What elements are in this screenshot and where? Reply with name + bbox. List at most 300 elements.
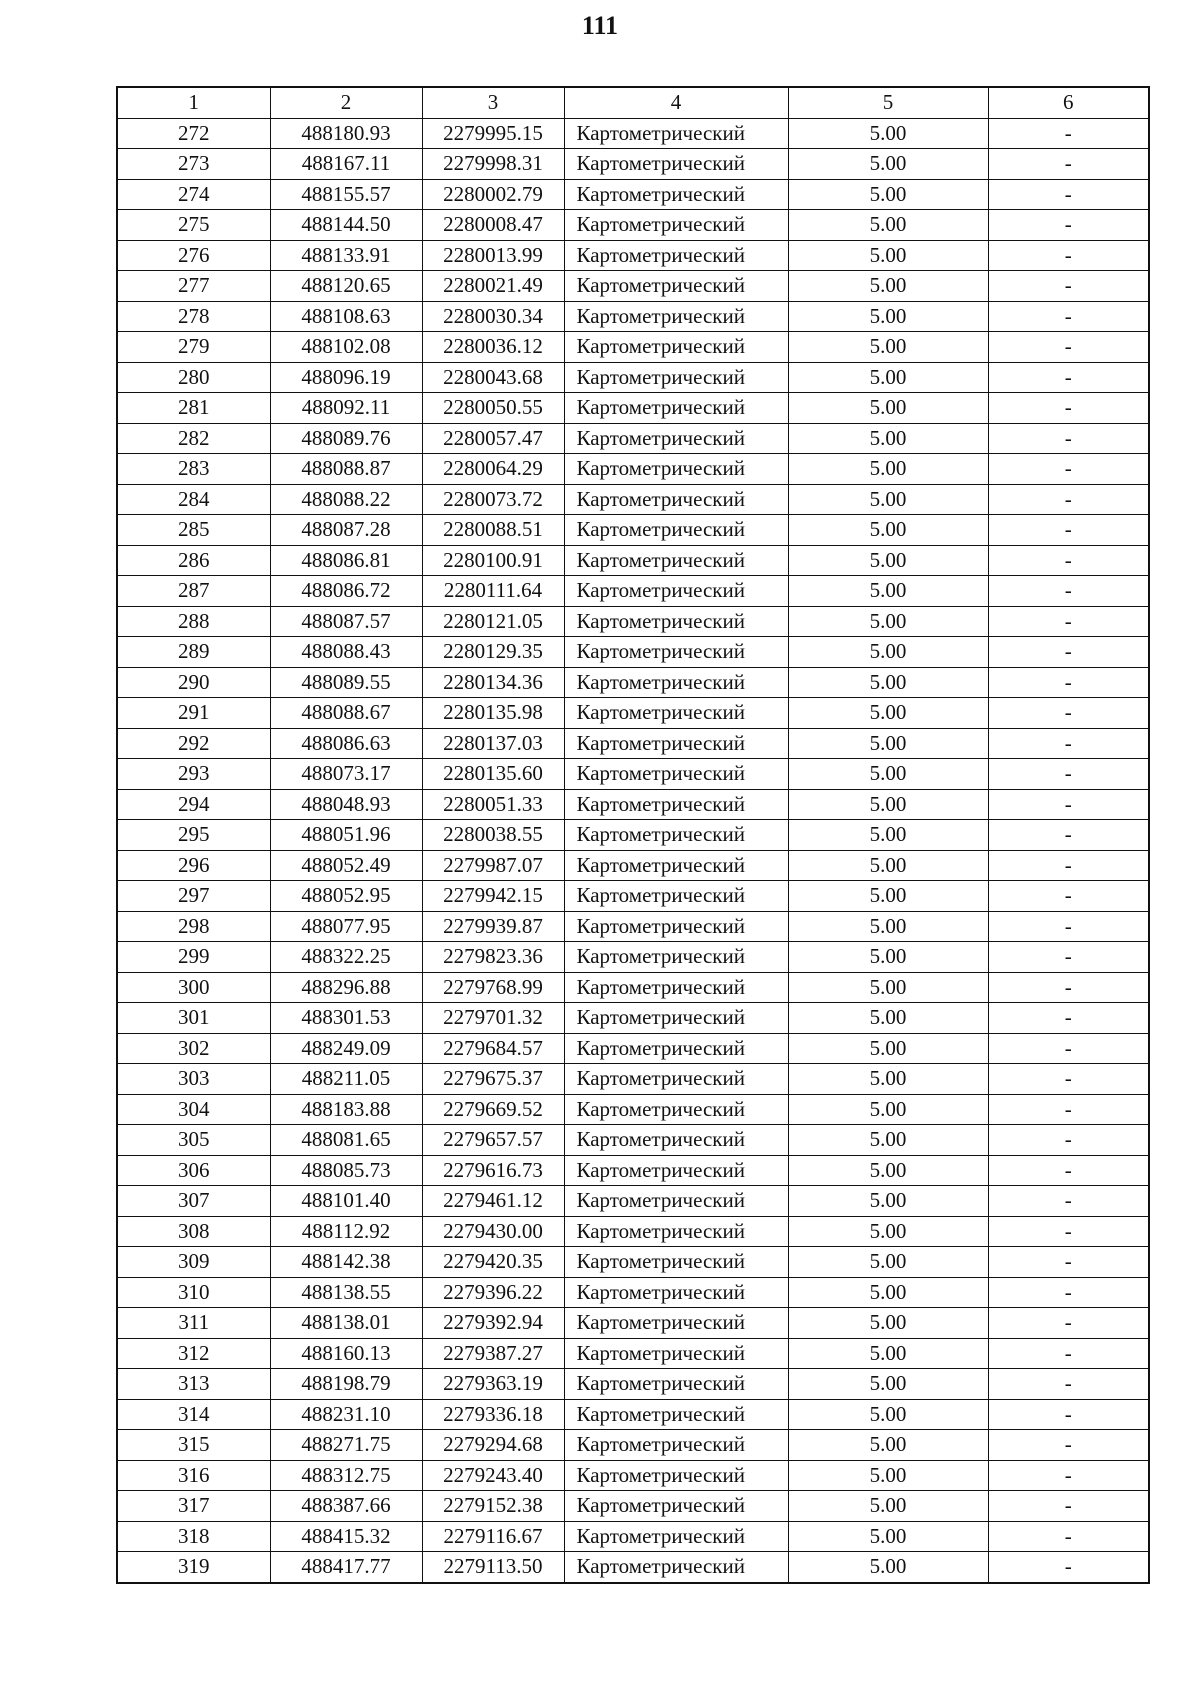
y-coordinate-cell: 2279152.38	[422, 1491, 564, 1522]
description-cell: -	[988, 1338, 1149, 1369]
method-cell: Картометрический	[564, 606, 788, 637]
point-number-cell: 307	[117, 1186, 270, 1217]
x-coordinate-cell: 488249.09	[270, 1033, 422, 1064]
accuracy-cell: 5.00	[788, 454, 988, 485]
table-row	[117, 1369, 1149, 1400]
description-cell: -	[988, 332, 1149, 363]
accuracy-cell: 5.00	[788, 179, 988, 210]
point-number-cell: 293	[117, 759, 270, 790]
method-cell: Картометрический	[564, 942, 788, 973]
table-row	[117, 1399, 1149, 1430]
point-number-cell: 273	[117, 149, 270, 180]
accuracy-cell: 5.00	[788, 667, 988, 698]
method-cell: Картометрический	[564, 1308, 788, 1339]
x-coordinate-cell: 488096.19	[270, 362, 422, 393]
y-coordinate-cell: 2280050.55	[422, 393, 564, 424]
table-body	[117, 118, 1149, 1583]
table-row	[117, 1064, 1149, 1095]
accuracy-cell: 5.00	[788, 850, 988, 881]
accuracy-cell: 5.00	[788, 1338, 988, 1369]
point-number-cell: 275	[117, 210, 270, 241]
point-number-cell: 284	[117, 484, 270, 515]
x-coordinate-cell: 488087.28	[270, 515, 422, 546]
table-row	[117, 1308, 1149, 1339]
point-number-cell: 288	[117, 606, 270, 637]
accuracy-cell: 5.00	[788, 972, 988, 1003]
y-coordinate-cell: 2280043.68	[422, 362, 564, 393]
method-cell: Картометрический	[564, 850, 788, 881]
y-coordinate-cell: 2280100.91	[422, 545, 564, 576]
y-coordinate-cell: 2280057.47	[422, 423, 564, 454]
description-cell: -	[988, 515, 1149, 546]
method-cell: Картометрический	[564, 179, 788, 210]
table-header-row	[117, 87, 1149, 118]
method-cell: Картометрический	[564, 1491, 788, 1522]
y-coordinate-cell: 2279675.37	[422, 1064, 564, 1095]
x-coordinate-cell: 488120.65	[270, 271, 422, 302]
y-coordinate-cell: 2280135.60	[422, 759, 564, 790]
description-cell: -	[988, 1094, 1149, 1125]
table-row	[117, 881, 1149, 912]
description-cell: -	[988, 1308, 1149, 1339]
column-header-4: 4	[564, 87, 788, 118]
point-number-cell: 316	[117, 1460, 270, 1491]
description-cell: -	[988, 1216, 1149, 1247]
accuracy-cell: 5.00	[788, 1094, 988, 1125]
y-coordinate-cell: 2280013.99	[422, 240, 564, 271]
y-coordinate-cell: 2279616.73	[422, 1155, 564, 1186]
description-cell: -	[988, 728, 1149, 759]
method-cell: Картометрический	[564, 1430, 788, 1461]
table-row	[117, 1491, 1149, 1522]
description-cell: -	[988, 1247, 1149, 1278]
x-coordinate-cell: 488183.88	[270, 1094, 422, 1125]
column-header-5: 5	[788, 87, 988, 118]
accuracy-cell: 5.00	[788, 942, 988, 973]
accuracy-cell: 5.00	[788, 606, 988, 637]
method-cell: Картометрический	[564, 210, 788, 241]
y-coordinate-cell: 2279420.35	[422, 1247, 564, 1278]
method-cell: Картометрический	[564, 454, 788, 485]
description-cell: -	[988, 667, 1149, 698]
point-number-cell: 292	[117, 728, 270, 759]
method-cell: Картометрический	[564, 362, 788, 393]
description-cell: -	[988, 972, 1149, 1003]
accuracy-cell: 5.00	[788, 1277, 988, 1308]
y-coordinate-cell: 2279987.07	[422, 850, 564, 881]
point-number-cell: 274	[117, 179, 270, 210]
x-coordinate-cell: 488142.38	[270, 1247, 422, 1278]
description-cell: -	[988, 545, 1149, 576]
accuracy-cell: 5.00	[788, 271, 988, 302]
accuracy-cell: 5.00	[788, 1369, 988, 1400]
point-number-cell: 279	[117, 332, 270, 363]
point-number-cell: 276	[117, 240, 270, 271]
table-row	[117, 1277, 1149, 1308]
y-coordinate-cell: 2280036.12	[422, 332, 564, 363]
x-coordinate-cell: 488231.10	[270, 1399, 422, 1430]
point-number-cell: 314	[117, 1399, 270, 1430]
x-coordinate-cell: 488088.67	[270, 698, 422, 729]
x-coordinate-cell: 488086.81	[270, 545, 422, 576]
description-cell: -	[988, 1369, 1149, 1400]
description-cell: -	[988, 850, 1149, 881]
y-coordinate-cell: 2280135.98	[422, 698, 564, 729]
description-cell: -	[988, 942, 1149, 973]
point-number-cell: 290	[117, 667, 270, 698]
accuracy-cell: 5.00	[788, 1064, 988, 1095]
accuracy-cell: 5.00	[788, 393, 988, 424]
point-number-cell: 306	[117, 1155, 270, 1186]
table-row	[117, 393, 1149, 424]
point-number-cell: 277	[117, 271, 270, 302]
y-coordinate-cell: 2280129.35	[422, 637, 564, 668]
description-cell: -	[988, 1186, 1149, 1217]
y-coordinate-cell: 2280051.33	[422, 789, 564, 820]
accuracy-cell: 5.00	[788, 637, 988, 668]
table-row	[117, 1003, 1149, 1034]
accuracy-cell: 5.00	[788, 423, 988, 454]
accuracy-cell: 5.00	[788, 118, 988, 149]
method-cell: Картометрический	[564, 1552, 788, 1583]
x-coordinate-cell: 488085.73	[270, 1155, 422, 1186]
point-number-cell: 286	[117, 545, 270, 576]
accuracy-cell: 5.00	[788, 210, 988, 241]
table-row	[117, 118, 1149, 149]
description-cell: -	[988, 393, 1149, 424]
description-cell: -	[988, 759, 1149, 790]
accuracy-cell: 5.00	[788, 1430, 988, 1461]
point-number-cell: 298	[117, 911, 270, 942]
y-coordinate-cell: 2279823.36	[422, 942, 564, 973]
point-number-cell: 300	[117, 972, 270, 1003]
point-number-cell: 301	[117, 1003, 270, 1034]
accuracy-cell: 5.00	[788, 362, 988, 393]
point-number-cell: 302	[117, 1033, 270, 1064]
table-row	[117, 820, 1149, 851]
method-cell: Картометрический	[564, 1338, 788, 1369]
method-cell: Картометрический	[564, 576, 788, 607]
x-coordinate-cell: 488133.91	[270, 240, 422, 271]
y-coordinate-cell: 2279294.68	[422, 1430, 564, 1461]
table-row	[117, 789, 1149, 820]
y-coordinate-cell: 2279396.22	[422, 1277, 564, 1308]
method-cell: Картометрический	[564, 1064, 788, 1095]
accuracy-cell: 5.00	[788, 911, 988, 942]
table-row	[117, 332, 1149, 363]
table-row	[117, 942, 1149, 973]
y-coordinate-cell: 2279461.12	[422, 1186, 564, 1217]
accuracy-cell: 5.00	[788, 301, 988, 332]
description-cell: -	[988, 149, 1149, 180]
point-number-cell: 295	[117, 820, 270, 851]
x-coordinate-cell: 488198.79	[270, 1369, 422, 1400]
table-row	[117, 911, 1149, 942]
method-cell: Картометрический	[564, 1186, 788, 1217]
y-coordinate-cell: 2279387.27	[422, 1338, 564, 1369]
y-coordinate-cell: 2279768.99	[422, 972, 564, 1003]
x-coordinate-cell: 488092.11	[270, 393, 422, 424]
accuracy-cell: 5.00	[788, 1552, 988, 1583]
x-coordinate-cell: 488312.75	[270, 1460, 422, 1491]
x-coordinate-cell: 488102.08	[270, 332, 422, 363]
description-cell: -	[988, 881, 1149, 912]
column-header-2: 2	[270, 87, 422, 118]
point-number-cell: 281	[117, 393, 270, 424]
x-coordinate-cell: 488271.75	[270, 1430, 422, 1461]
x-coordinate-cell: 488108.63	[270, 301, 422, 332]
method-cell: Картометрический	[564, 637, 788, 668]
description-cell: -	[988, 301, 1149, 332]
accuracy-cell: 5.00	[788, 484, 988, 515]
accuracy-cell: 5.00	[788, 1460, 988, 1491]
description-cell: -	[988, 1003, 1149, 1034]
table-row	[117, 667, 1149, 698]
accuracy-cell: 5.00	[788, 240, 988, 271]
accuracy-cell: 5.00	[788, 149, 988, 180]
table-row	[117, 179, 1149, 210]
table-row	[117, 301, 1149, 332]
description-cell: -	[988, 210, 1149, 241]
point-number-cell: 297	[117, 881, 270, 912]
description-cell: -	[988, 362, 1149, 393]
x-coordinate-cell: 488087.57	[270, 606, 422, 637]
x-coordinate-cell: 488051.96	[270, 820, 422, 851]
table-row	[117, 637, 1149, 668]
table-row	[117, 1216, 1149, 1247]
accuracy-cell: 5.00	[788, 1491, 988, 1522]
x-coordinate-cell: 488138.55	[270, 1277, 422, 1308]
y-coordinate-cell: 2280137.03	[422, 728, 564, 759]
column-header-6: 6	[988, 87, 1149, 118]
x-coordinate-cell: 488077.95	[270, 911, 422, 942]
point-number-cell: 310	[117, 1277, 270, 1308]
method-cell: Картометрический	[564, 423, 788, 454]
accuracy-cell: 5.00	[788, 1308, 988, 1339]
description-cell: -	[988, 576, 1149, 607]
y-coordinate-cell: 2279942.15	[422, 881, 564, 912]
method-cell: Картометрический	[564, 728, 788, 759]
point-number-cell: 291	[117, 698, 270, 729]
point-number-cell: 312	[117, 1338, 270, 1369]
column-header-1: 1	[117, 87, 270, 118]
x-coordinate-cell: 488180.93	[270, 118, 422, 149]
y-coordinate-cell: 2279998.31	[422, 149, 564, 180]
description-cell: -	[988, 423, 1149, 454]
table-row	[117, 1033, 1149, 1064]
x-coordinate-cell: 488052.49	[270, 850, 422, 881]
accuracy-cell: 5.00	[788, 1186, 988, 1217]
y-coordinate-cell: 2280064.29	[422, 454, 564, 485]
table-row	[117, 1155, 1149, 1186]
point-number-cell: 282	[117, 423, 270, 454]
method-cell: Картометрический	[564, 118, 788, 149]
method-cell: Картометрический	[564, 789, 788, 820]
method-cell: Картометрический	[564, 149, 788, 180]
accuracy-cell: 5.00	[788, 1521, 988, 1552]
x-coordinate-cell: 488089.55	[270, 667, 422, 698]
y-coordinate-cell: 2279430.00	[422, 1216, 564, 1247]
x-coordinate-cell: 488048.93	[270, 789, 422, 820]
description-cell: -	[988, 1277, 1149, 1308]
method-cell: Картометрический	[564, 1003, 788, 1034]
x-coordinate-cell: 488167.11	[270, 149, 422, 180]
accuracy-cell: 5.00	[788, 820, 988, 851]
table-row	[117, 240, 1149, 271]
point-number-cell: 280	[117, 362, 270, 393]
accuracy-cell: 5.00	[788, 1155, 988, 1186]
table-row	[117, 728, 1149, 759]
x-coordinate-cell: 488296.88	[270, 972, 422, 1003]
point-number-cell: 289	[117, 637, 270, 668]
point-number-cell: 283	[117, 454, 270, 485]
table-row	[117, 545, 1149, 576]
x-coordinate-cell: 488160.13	[270, 1338, 422, 1369]
method-cell: Картометрический	[564, 1033, 788, 1064]
y-coordinate-cell: 2279113.50	[422, 1552, 564, 1583]
column-header-3: 3	[422, 87, 564, 118]
table-row	[117, 362, 1149, 393]
accuracy-cell: 5.00	[788, 789, 988, 820]
accuracy-cell: 5.00	[788, 332, 988, 363]
table-row	[117, 1338, 1149, 1369]
accuracy-cell: 5.00	[788, 728, 988, 759]
point-number-cell: 311	[117, 1308, 270, 1339]
method-cell: Картометрический	[564, 972, 788, 1003]
table-row	[117, 1552, 1149, 1583]
y-coordinate-cell: 2280111.64	[422, 576, 564, 607]
point-number-cell: 313	[117, 1369, 270, 1400]
description-cell: -	[988, 1155, 1149, 1186]
point-number-cell: 308	[117, 1216, 270, 1247]
description-cell: -	[988, 606, 1149, 637]
point-number-cell: 319	[117, 1552, 270, 1583]
x-coordinate-cell: 488322.25	[270, 942, 422, 973]
y-coordinate-cell: 2279939.87	[422, 911, 564, 942]
method-cell: Картометрический	[564, 698, 788, 729]
accuracy-cell: 5.00	[788, 1247, 988, 1278]
method-cell: Картометрический	[564, 1216, 788, 1247]
method-cell: Картометрический	[564, 1125, 788, 1156]
table-row	[117, 1460, 1149, 1491]
method-cell: Картометрический	[564, 1460, 788, 1491]
description-cell: -	[988, 698, 1149, 729]
point-number-cell: 278	[117, 301, 270, 332]
y-coordinate-cell: 2279336.18	[422, 1399, 564, 1430]
y-coordinate-cell: 2279669.52	[422, 1094, 564, 1125]
point-number-cell: 303	[117, 1064, 270, 1095]
point-number-cell: 272	[117, 118, 270, 149]
table-row	[117, 759, 1149, 790]
y-coordinate-cell: 2280002.79	[422, 179, 564, 210]
method-cell: Картометрический	[564, 301, 788, 332]
table-row	[117, 1125, 1149, 1156]
point-number-cell: 317	[117, 1491, 270, 1522]
table-row	[117, 271, 1149, 302]
point-number-cell: 296	[117, 850, 270, 881]
method-cell: Картометрический	[564, 484, 788, 515]
point-number-cell: 305	[117, 1125, 270, 1156]
x-coordinate-cell: 488211.05	[270, 1064, 422, 1095]
y-coordinate-cell: 2280088.51	[422, 515, 564, 546]
accuracy-cell: 5.00	[788, 881, 988, 912]
table-row	[117, 1247, 1149, 1278]
y-coordinate-cell: 2279243.40	[422, 1460, 564, 1491]
page-number: 111	[581, 11, 619, 40]
method-cell: Картометрический	[564, 1247, 788, 1278]
method-cell: Картометрический	[564, 332, 788, 363]
y-coordinate-cell: 2279392.94	[422, 1308, 564, 1339]
accuracy-cell: 5.00	[788, 1216, 988, 1247]
method-cell: Картометрический	[564, 820, 788, 851]
coordinates-table	[116, 86, 1150, 1584]
accuracy-cell: 5.00	[788, 545, 988, 576]
x-coordinate-cell: 488086.72	[270, 576, 422, 607]
point-number-cell: 285	[117, 515, 270, 546]
y-coordinate-cell: 2280030.34	[422, 301, 564, 332]
table-row	[117, 606, 1149, 637]
description-cell: -	[988, 271, 1149, 302]
x-coordinate-cell: 488088.22	[270, 484, 422, 515]
y-coordinate-cell: 2280021.49	[422, 271, 564, 302]
x-coordinate-cell: 488415.32	[270, 1521, 422, 1552]
description-cell: -	[988, 637, 1149, 668]
x-coordinate-cell: 488081.65	[270, 1125, 422, 1156]
table-row	[117, 484, 1149, 515]
description-cell: -	[988, 1125, 1149, 1156]
description-cell: -	[988, 118, 1149, 149]
y-coordinate-cell: 2280073.72	[422, 484, 564, 515]
description-cell: -	[988, 1460, 1149, 1491]
description-cell: -	[988, 911, 1149, 942]
method-cell: Картометрический	[564, 545, 788, 576]
method-cell: Картометрический	[564, 1399, 788, 1430]
y-coordinate-cell: 2279684.57	[422, 1033, 564, 1064]
point-number-cell: 294	[117, 789, 270, 820]
y-coordinate-cell: 2279363.19	[422, 1369, 564, 1400]
description-cell: -	[988, 1430, 1149, 1461]
method-cell: Картометрический	[564, 515, 788, 546]
x-coordinate-cell: 488155.57	[270, 179, 422, 210]
method-cell: Картометрический	[564, 1521, 788, 1552]
point-number-cell: 309	[117, 1247, 270, 1278]
x-coordinate-cell: 488086.63	[270, 728, 422, 759]
table-row	[117, 1430, 1149, 1461]
x-coordinate-cell: 488052.95	[270, 881, 422, 912]
description-cell: -	[988, 820, 1149, 851]
accuracy-cell: 5.00	[788, 1399, 988, 1430]
point-number-cell: 299	[117, 942, 270, 973]
y-coordinate-cell: 2279701.32	[422, 1003, 564, 1034]
method-cell: Картометрический	[564, 759, 788, 790]
point-number-cell: 315	[117, 1430, 270, 1461]
method-cell: Картометрический	[564, 1094, 788, 1125]
table-row	[117, 454, 1149, 485]
method-cell: Картометрический	[564, 881, 788, 912]
y-coordinate-cell: 2280121.05	[422, 606, 564, 637]
description-cell: -	[988, 484, 1149, 515]
table-row	[117, 1521, 1149, 1552]
table-row	[117, 698, 1149, 729]
x-coordinate-cell: 488088.87	[270, 454, 422, 485]
method-cell: Картометрический	[564, 240, 788, 271]
accuracy-cell: 5.00	[788, 1125, 988, 1156]
method-cell: Картометрический	[564, 667, 788, 698]
x-coordinate-cell: 488387.66	[270, 1491, 422, 1522]
description-cell: -	[988, 789, 1149, 820]
description-cell: -	[988, 240, 1149, 271]
description-cell: -	[988, 1399, 1149, 1430]
